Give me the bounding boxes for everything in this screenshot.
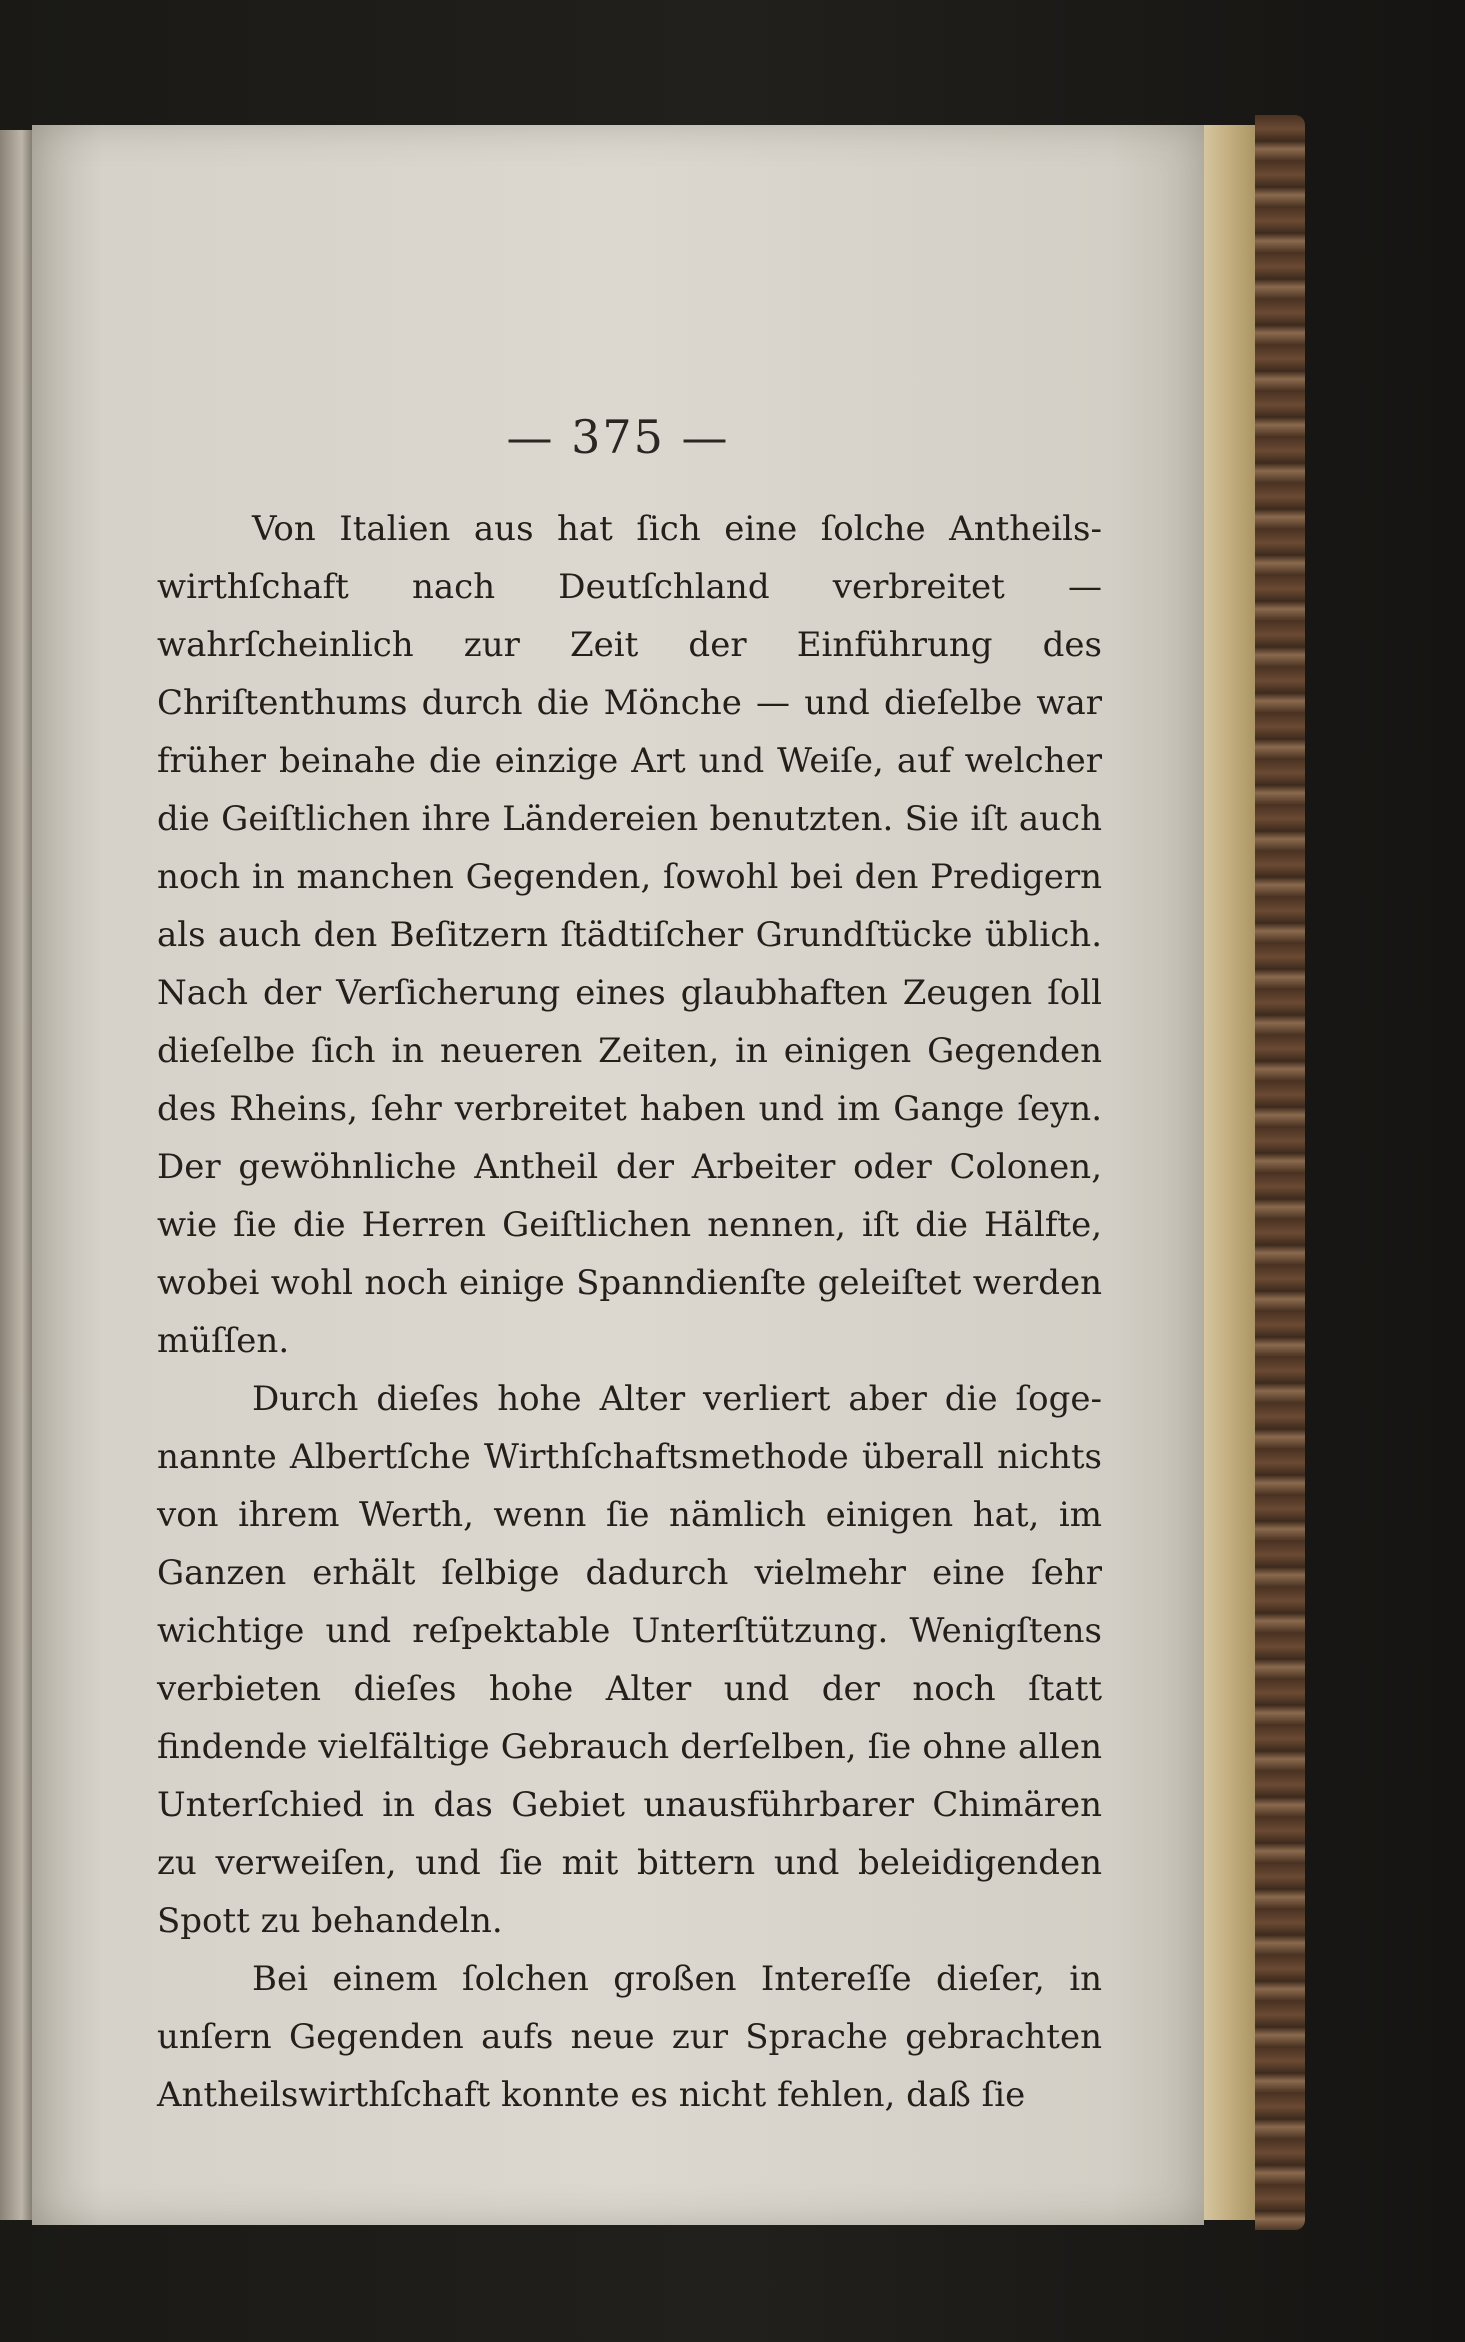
page-stack-edge: [1200, 125, 1260, 2220]
paragraph-1: Von Italien aus hat ſich eine ſolche Antheilswirthſchaft nach Deutſchland verbreitet — wahrſcheinlich zur Zeit der Einführung des Chriſtenthums durch die Mönche — und dieſelbe war früher beinahe die einzige Art und Weiſe, auf welcher die Geiſtlichen ihre Ländereien benutzten. Sie iſt auch noch in manchen Gegenden, ſowohl bei den Predigern als auch den Beſitzern ſtädtiſcher Grundſtücke üblich. Nach der Verſicherung eines glaubhaften Zeugen ſoll dieſelbe ſich in neueren Zeiten, in einigen Gegenden des Rheins, ſehr verbreitet haben und im Gange ſeyn. Der gewöhnliche Antheil der Arbeiter oder Colonen, wie ſie die Herren Geiſtlichen nennen, iſt die Hälfte, wobei wohl noch einige Spanndienſte geleiſtet werden müſſen.: [157, 509, 1102, 1361]
page-number: — 375 —: [506, 410, 730, 464]
book-page: [32, 125, 1204, 2225]
page-body-text: [157, 500, 1102, 2124]
previous-page-edge: [0, 130, 36, 2220]
paragraph-3: Bei einem ſolchen großen Intereſſe dieſer, in unſern Gegenden aufs neue zur Sprache gebrachten Antheilswirthſchaft konnte es nicht fehlen, daß ſie: [157, 1959, 1102, 2115]
paragraph-2: Durch dieſes hohe Alter verliert aber die ſogenannte Albertſche Wirthſchaftsmethode überall nichts von ihrem Werth, wenn ſie nämlich einigen hat, im Ganzen erhält ſelbige dadurch vielmehr eine ſehr wichtige und reſpektable Unterſtützung. Wenigſtens verbieten dieſes hohe Alter und der noch ſtatt findende vielfältige Gebrauch derſelben, ſie ohne allen Unterſchied in das Gebiet unausführbarer Chimären zu verweiſen, und ſie mit bittern und beleidigenden Spott zu behandeln.: [157, 1379, 1102, 1941]
book-cover-edge: [1255, 115, 1305, 2230]
